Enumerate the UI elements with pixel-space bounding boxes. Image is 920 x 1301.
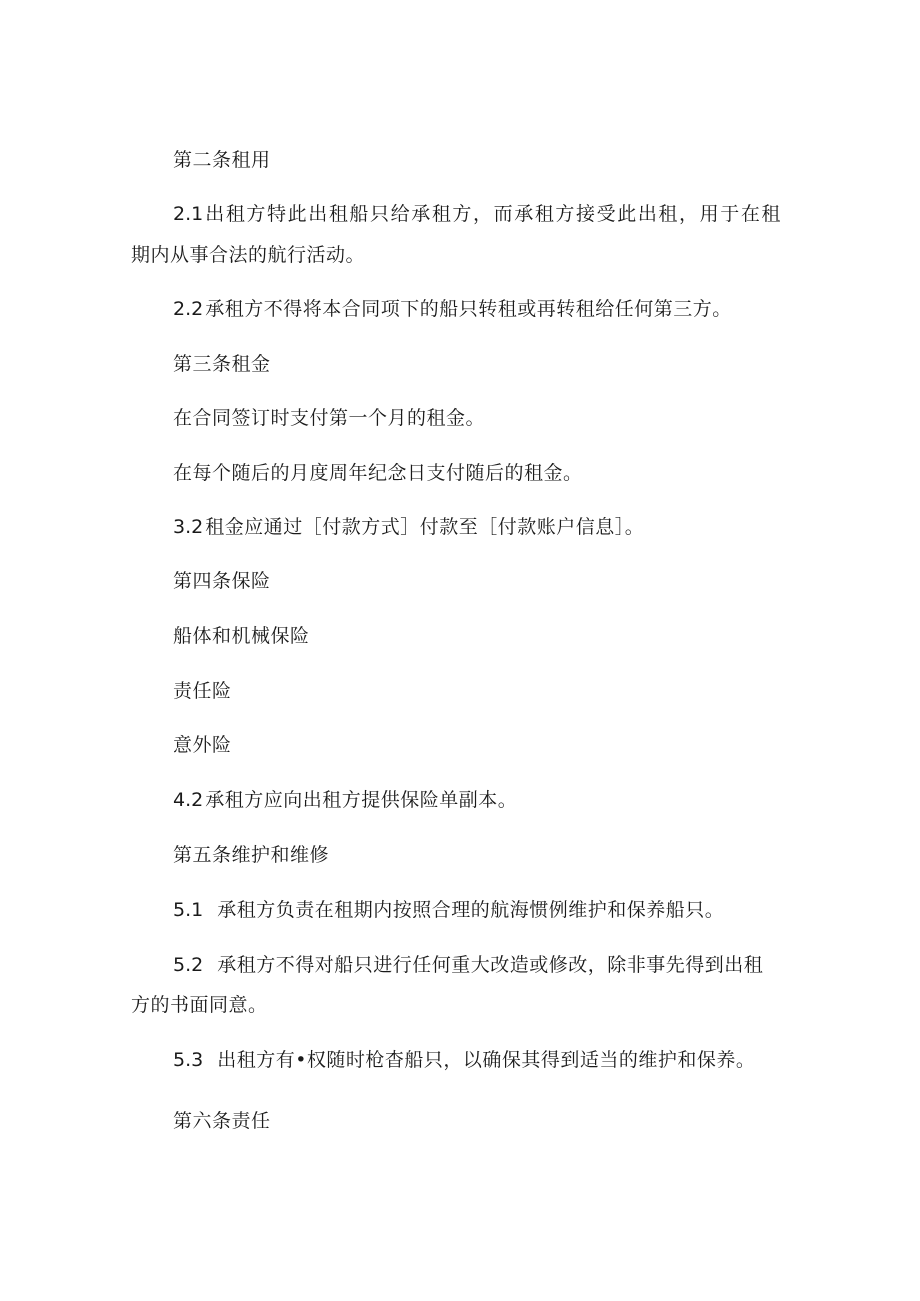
clause-2-1: 2.1 出租方特此出租船只给承租方，而承租方接受此出租，用于在租 (173, 203, 783, 225)
clause-number: 2.1 (173, 203, 204, 225)
section-heading-2: 第二条租用 (173, 149, 271, 171)
insurance-item-hull: 船体和机械保险 (173, 625, 310, 647)
clause-5-2: 5.2 承租方不得对船只进行任何重大改造或修改，除非事先得到出租 (173, 954, 764, 976)
section-heading-5: 第五条维护和维修 (173, 844, 330, 866)
insurance-item-liability: 责任险 (173, 680, 232, 702)
clause-5-2-continued: 方的书面同意。 (131, 994, 268, 1016)
rent-item-subsequent: 在每个随后的月度周年纪念日支付随后的租金。 (173, 462, 583, 484)
clause-5-1: 5.1 承租方负责在租期内按照合理的航海惯例维护和保养船只。 (173, 899, 725, 921)
rent-item-first: 在合同签订时支付第一个月的租金。 (173, 407, 486, 429)
clause-2-2: 2.2 承租方不得将本合同项下的船只转租或再转租给任何第三方。 (173, 298, 732, 320)
clause-5-3: 5.3 出租方有•权随时枪杳船只，以确保其得到适当的维护和保养。 (173, 1049, 756, 1071)
clause-number: 2.2 (173, 298, 204, 320)
clause-2-1-continued: 期内从事合法的航行活动。 (131, 244, 366, 266)
clause-4-2: 4.2 承租方应向出租方提供保险单副本。 (173, 789, 518, 811)
clause-3-2: 3.2 租金应通过［付款方式］付款至［付款账户信息］。 (173, 516, 645, 538)
clause-number: 5.1 (173, 899, 204, 921)
clause-number: 4.2 (173, 789, 204, 811)
clause-number: 5.2 (173, 954, 204, 976)
clause-number: 3.2 (173, 516, 204, 538)
section-heading-6: 第六条责任 (173, 1110, 271, 1132)
section-heading-3: 第三条租金 (173, 353, 271, 375)
section-heading-4: 第四条保险 (173, 570, 271, 592)
clause-number: 5.3 (173, 1049, 204, 1071)
insurance-item-accident: 意外险 (173, 734, 232, 756)
